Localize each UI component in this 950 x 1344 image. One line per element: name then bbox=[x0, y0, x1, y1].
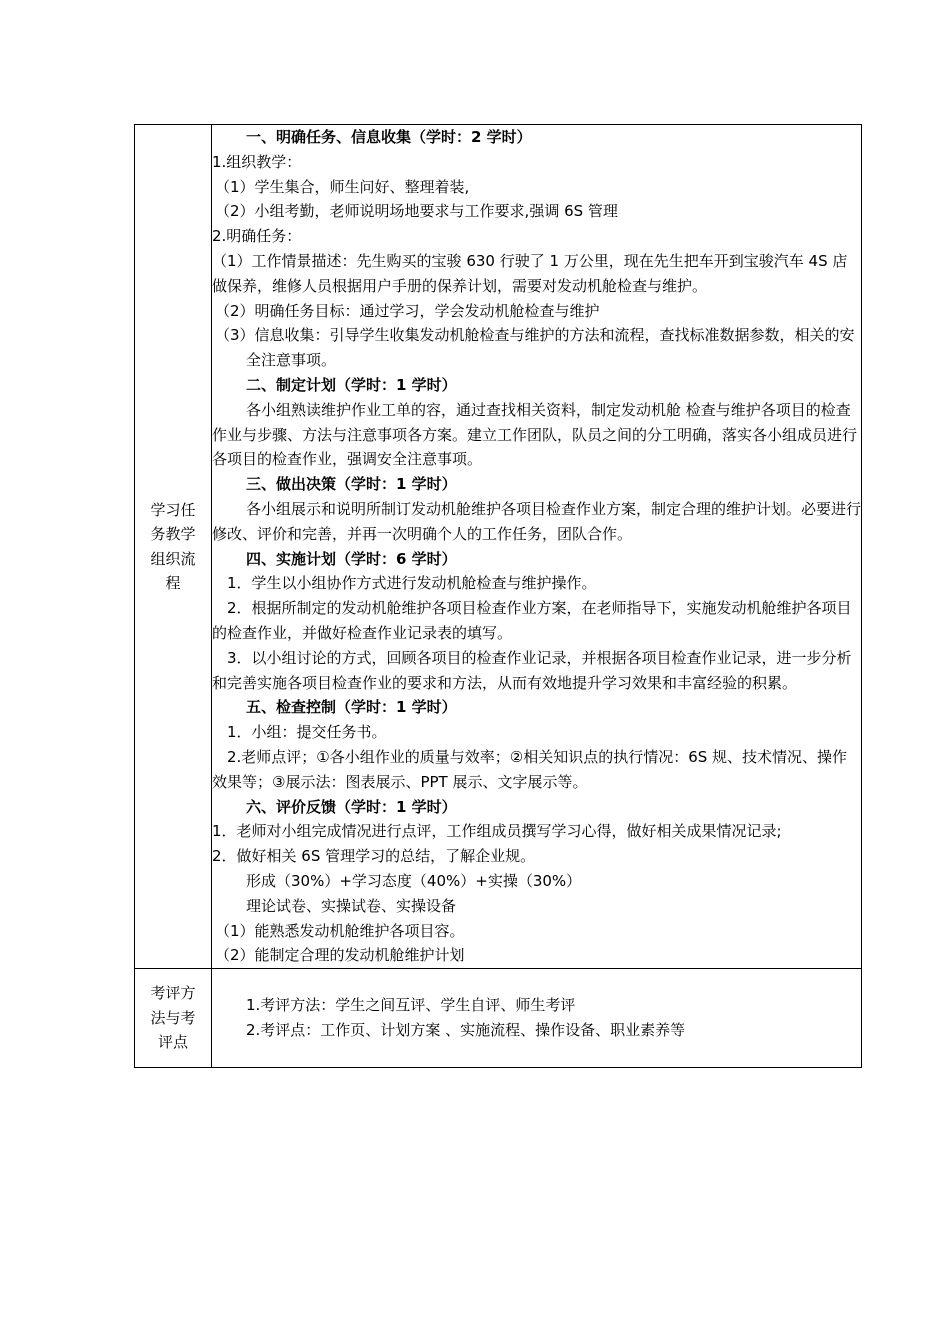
evaluation-content bbox=[212, 969, 862, 1068]
row-label-process bbox=[135, 125, 212, 969]
course-table bbox=[134, 124, 862, 1068]
text-paragraph: 各小组展示和说明所制订发动机舱维护各项目检查作业方案，制定合理的维护计划。必要进行修改、评价和完善，并再一次明确个人的工作任务，团队合作。 bbox=[212, 499, 862, 543]
table-row bbox=[135, 125, 862, 969]
process-content bbox=[212, 125, 862, 969]
text-paragraph: 1．老师对小组完成情况进行点评，工作组成员撰写学习心得，做好相关成果情况记录; bbox=[212, 822, 782, 841]
text-line: 1.组织教学： bbox=[212, 152, 302, 171]
text-line: （1）能熟悉发动机舱维护各项目容。 bbox=[215, 921, 465, 940]
text-line: 1．小组：提交任务书。 bbox=[227, 723, 387, 742]
text-line: 2．做好相关 6S 管理学习的总结，了解企业规。 bbox=[212, 847, 536, 866]
section-heading: 二、制定计划（学时：1 学时） bbox=[246, 375, 457, 394]
text-paragraph: 2.老师点评；①各小组作业的质量与效率；②相关知识点的执行情况：6S 规、技术情况、操作效果等；③展示法：图表展示、PPT 展示、文字展示等。 bbox=[212, 747, 848, 791]
text-paragraph: 各小组熟读维护作业工单的容，通过查找相关资料，制定发动机舱 检查与维护各项目的检查作业与步骤、方法与注意事项各方案。建立工作团队，队员之间的分工明确，落实各小组成员进行各项目的检查作业，强调安全注意事项。 bbox=[212, 400, 858, 469]
text-line: 2.明确任务： bbox=[212, 227, 302, 246]
text-line: （2）能制定合理的发动机舱维护计划 bbox=[215, 946, 465, 965]
text-paragraph: 2．根据所制定的发动机舱维护各项目检查作业方案，在老师指导下，实施发动机舱维护各项目的检查作业，并做好检查作业记录表的填写。 bbox=[212, 599, 852, 642]
text-paragraph: （1）工作情景描述：先生购买的宝骏 630 行驶了 1 万公里，现在先生把车开到宝骏汽车 4S 店做保养，维修人员根据用户手册的保养计划，需要对发动机舱检查与维护。 bbox=[212, 251, 848, 295]
text-line: 2.考评点：工作页、计划方案 、实施流程、操作设备、职业素养等 bbox=[246, 1021, 686, 1040]
text-paragraph: 3．以小组讨论的方式，回顾各项目的检查作业记录，并根据各项目检查作业记录，进一步分析和完善实施各项目检查作业的要求和方法，从而有效地提升学习效果和丰富经验的积累。 bbox=[212, 648, 852, 692]
section-heading: 五、检查控制（学时：1 学时） bbox=[246, 698, 457, 717]
section-heading: 一、明确任务、信息收集（学时：2 学时） bbox=[246, 128, 532, 146]
section-heading: 六、评价反馈（学时：1 学时） bbox=[246, 797, 457, 816]
text-line: （1）学生集合，师生问好、整理着装, bbox=[215, 177, 470, 196]
table-row bbox=[135, 969, 862, 1068]
text-line: （2）明确任务目标：通过学习，学会发动机舱检查与维护 bbox=[215, 301, 600, 320]
row-label-evaluation bbox=[135, 969, 212, 1068]
row-label-text: 考评方法与考评点 bbox=[150, 984, 196, 1052]
text-line: 1．学生以小组协作方式进行发动机舱检查与维护操作。 bbox=[227, 574, 597, 593]
text-line: 1.考评方法：学生之间互评、学生自评、师生考评 bbox=[246, 996, 576, 1015]
text-line: 理论试卷、实操试卷、实操设备 bbox=[246, 896, 457, 915]
row-label-text: 学习任务教学组织流程 bbox=[150, 500, 196, 593]
text-line: （2）小组考勤，老师说明场地要求与工作要求,强调 6S 管理 bbox=[215, 202, 618, 221]
text-paragraph: （3）信息收集：引导学生收集发动机舱检查与维护的方法和流程，查找标准数据参数，相关的安全注意事项。 bbox=[215, 326, 855, 370]
section-heading: 三、做出决策（学时：1 学时） bbox=[246, 475, 457, 494]
section-heading: 四、实施计划（学时：6 学时） bbox=[246, 549, 457, 568]
text-line: 形成（30%）+学习态度（40%）+实操（30%） bbox=[246, 871, 582, 890]
